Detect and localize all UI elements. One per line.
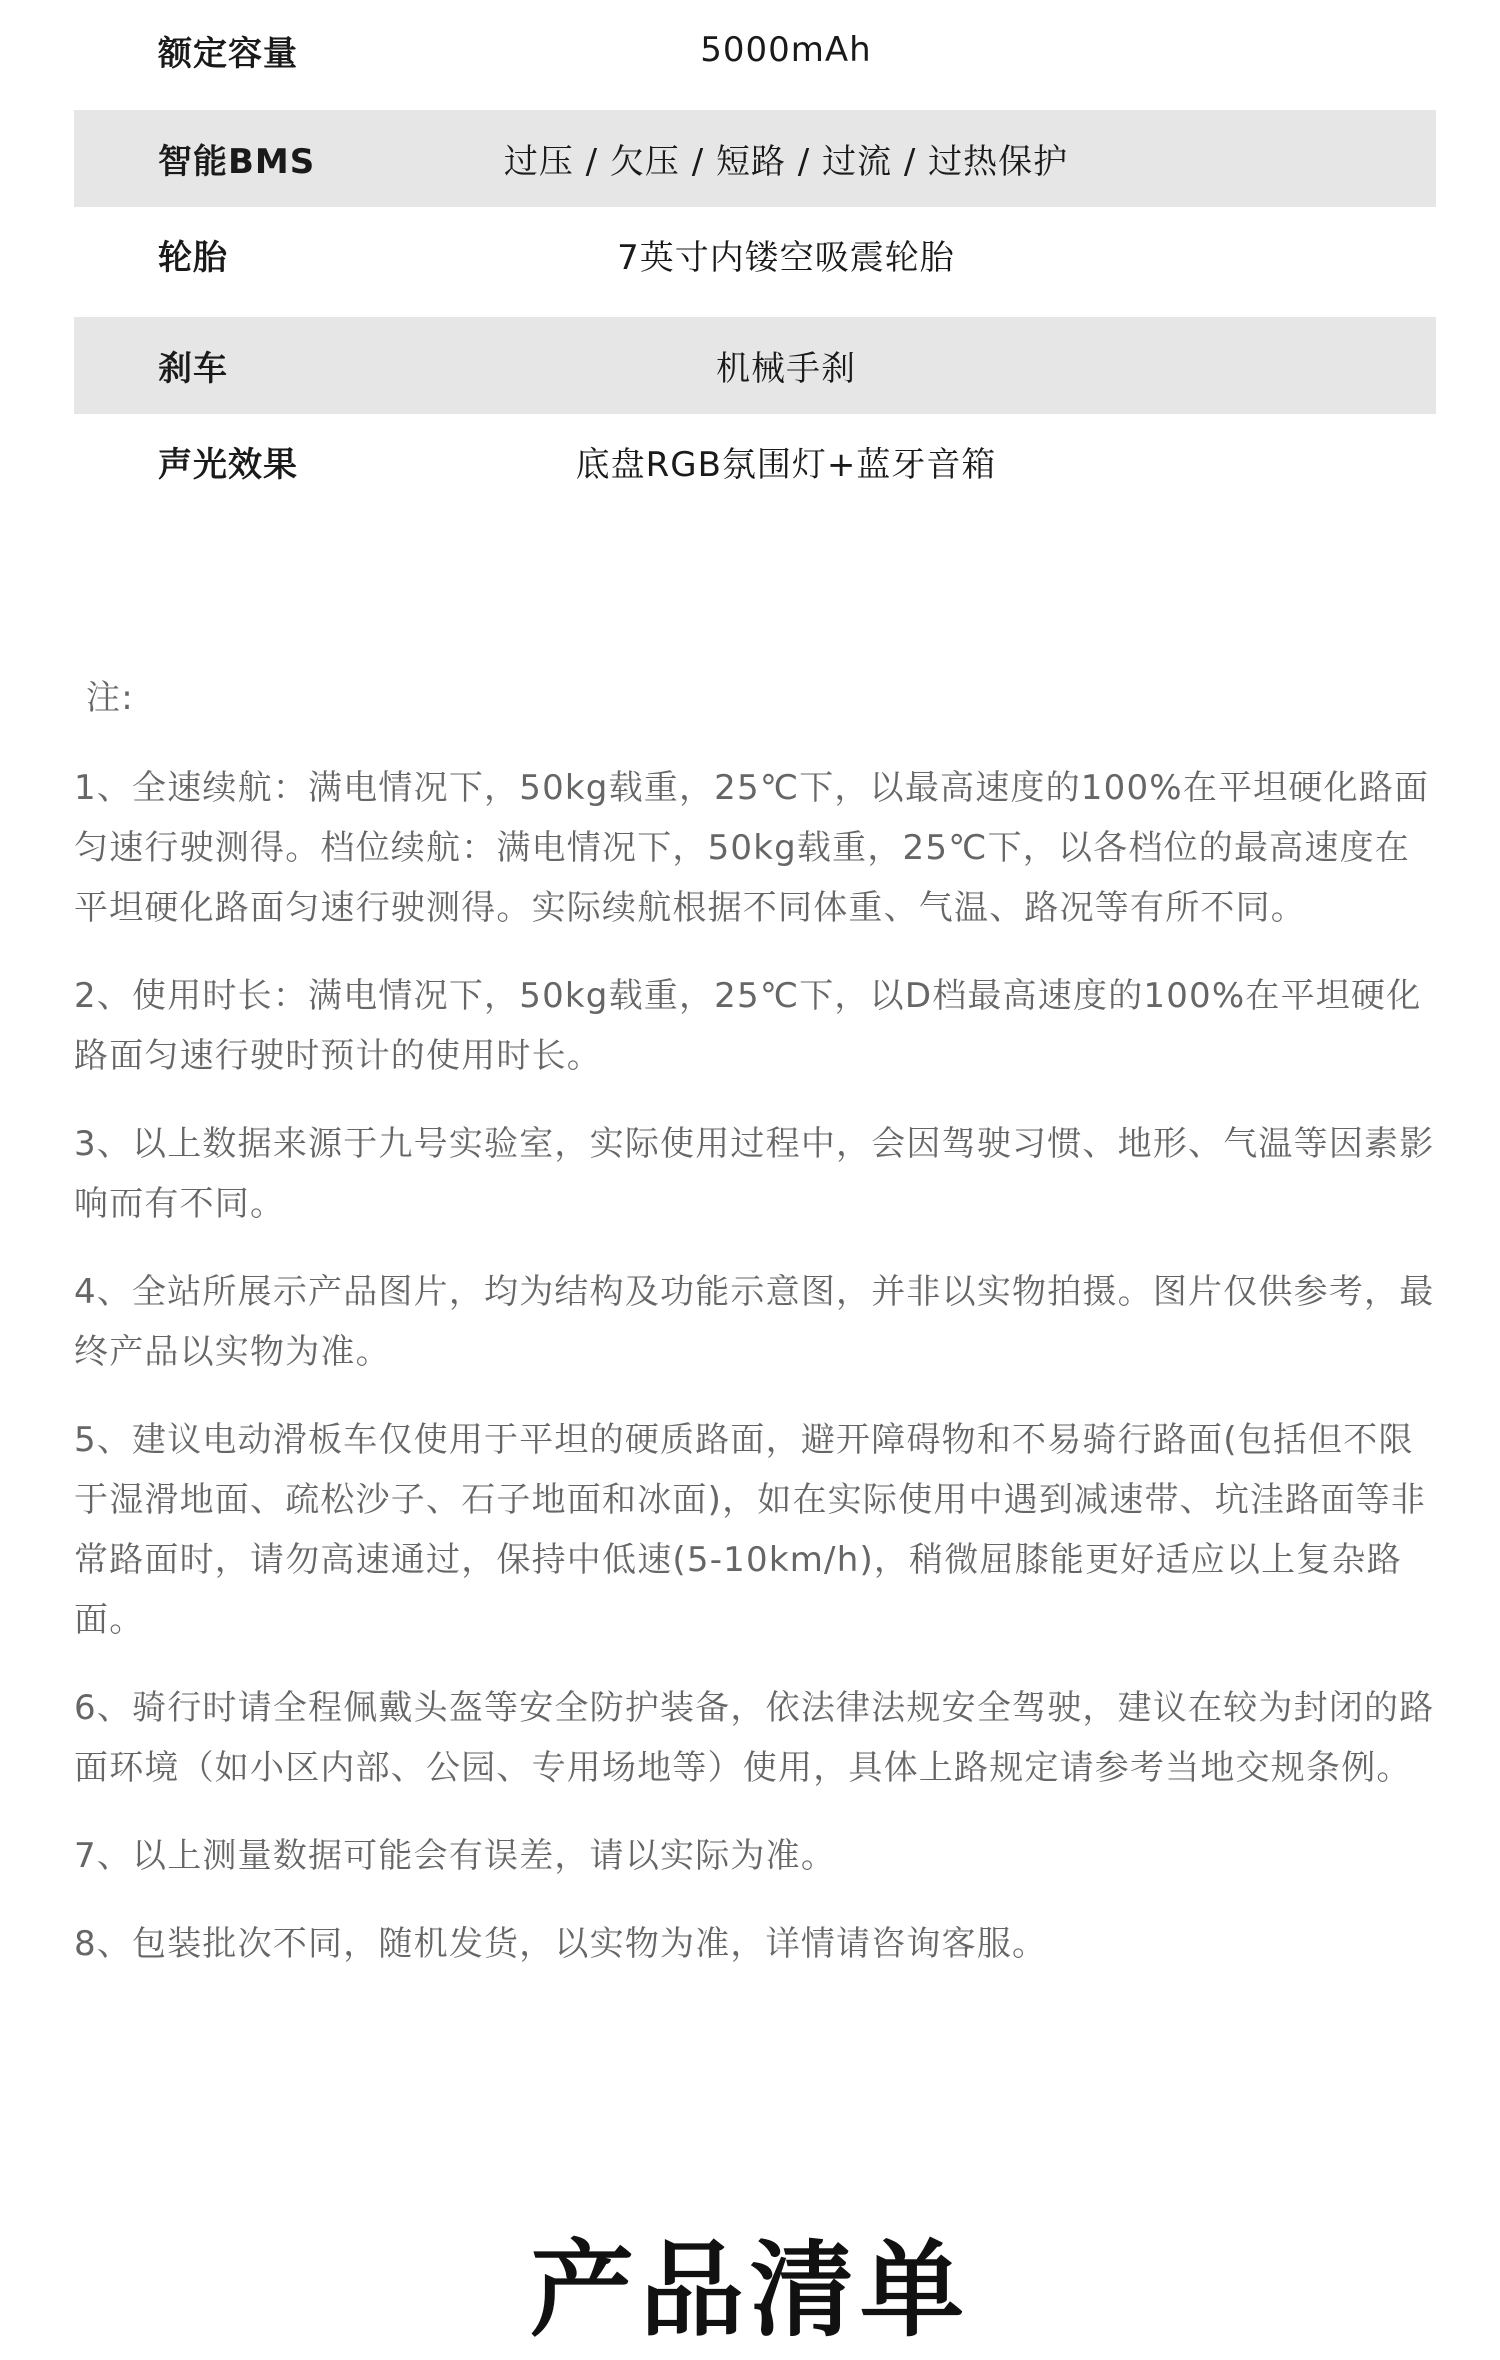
note-item-2: 2、使用时长：满电情况下，50kg载重，25℃下，以D档最高速度的100%在平坦硬化路面匀速行驶时预计的使用时长。 <box>74 976 1422 1076</box>
spec-value: 底盘RGB氛围灯+蓝牙音箱 <box>575 445 997 485</box>
note-item-4: 4、全站所展示产品图片，均为结构及功能示意图，并非以实物拍摄。图片仅供参考，最终产品以实物为准。 <box>74 1272 1435 1372</box>
notes-title: 注: <box>86 678 134 718</box>
spec-value: 机械手刹 <box>716 349 856 389</box>
spec-row-bms <box>74 110 1436 207</box>
note-item-3: 3、以上数据来源于九号实验室，实际使用过程中，会因驾驶习惯、地形、气温等因素影响而有不同。 <box>74 1124 1435 1224</box>
spec-label: 轮胎 <box>158 238 228 278</box>
spec-row-tire <box>74 206 1436 303</box>
spec-table <box>74 0 1436 485</box>
spec-label: 智能BMS <box>158 142 316 182</box>
spec-label: 额定容量 <box>158 33 298 74</box>
notes-section <box>74 668 1436 1974</box>
note-item-8: 8、包装批次不同，随机发货，以实物为准，详情请咨询客服。 <box>74 1924 1048 1964</box>
section-heading-product-list: 产品清单 <box>529 2229 970 2351</box>
note-item-5: 5、建议电动滑板车仅使用于平坦的硬质路面，避开障碍物和不易骑行路面(包括但不限于湿滑地面、疏松沙子、石子地面和冰面)，如在实际使用中遇到减速带、坑洼路面等非常路面时，请勿高速通过，保持中低速(5-10km/h)，稍微屈膝能更好适应以上复杂路面。 <box>74 1420 1427 1640</box>
spec-label: 声光效果 <box>158 445 298 485</box>
spec-value: 5000mAh <box>700 30 872 70</box>
note-item-7: 7、以上测量数据可能会有误差，请以实际为准。 <box>74 1836 837 1876</box>
note-item-6: 6、骑行时请全程佩戴头盔等安全防护装备，依法律法规安全驾驶，建议在较为封闭的路面环境（如小区内部、公园、专用场地等）使用，具体上路规定请参考当地交规条例。 <box>74 1688 1435 1788</box>
spec-row-light-sound <box>74 413 1436 510</box>
spec-value: 7英寸内镂空吸震轮胎 <box>617 238 955 278</box>
spec-label: 刹车 <box>158 349 228 389</box>
spec-row-capacity <box>74 3 1436 97</box>
note-item-1: 1、全速续航：满电情况下，50kg载重，25℃下，以最高速度的100%在平坦硬化路面匀速行驶测得。档位续航：满电情况下，50kg载重，25℃下，以各档位的最高速度在平坦硬化路面匀速行驶测得。实际续航根据不同体重、气温、路况等有所不同。 <box>74 768 1430 928</box>
spec-value: 过压 / 欠压 / 短路 / 过流 / 过热保护 <box>503 142 1069 182</box>
spec-row-brake <box>74 317 1436 414</box>
